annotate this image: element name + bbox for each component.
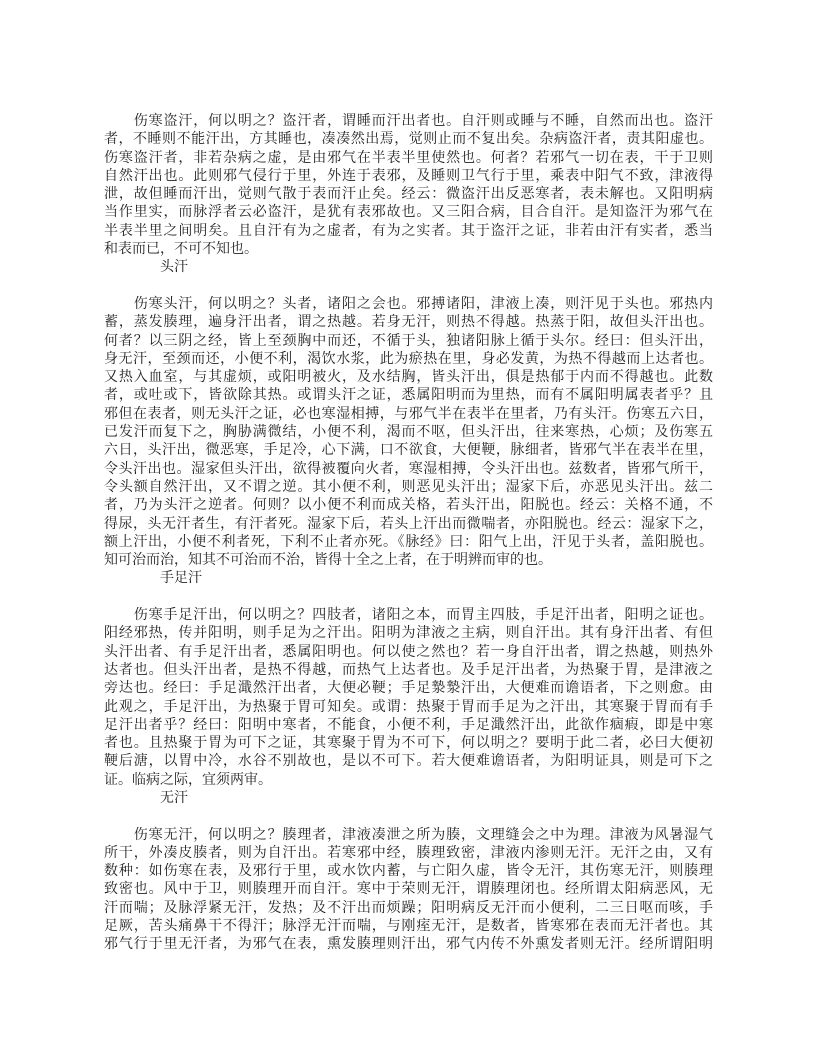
paragraph-first-line: 伤寒头汗，何以明之？头者，诸阳之会也。邪搏诸阳，津液上凑，则汗见于头也。邪热内 [104, 296, 713, 312]
text-line: 足厥，苦头痛鼻干不得汗；脉浮无汗而喘，与刚痓无汗，是数者，皆寒邪在表而无汗者也。其 [104, 919, 713, 935]
text-line: 得尿，头无汗者生，有汗者死。湿家下后，若头上汗出而微喘者，亦阳脱也。经云：湿家下之， [104, 516, 713, 532]
text-line: 鞕后溏，以胃中冷，水谷不别故也，是以不可下。若大便难谵语者，为阳明证具，则是可下之 [104, 754, 713, 770]
text-line: 当作里实，而脉浮者云必盗汗，是犹有表邪故也。又三阳合病，目合自汗。是知盗汗为邪气在 [104, 205, 713, 221]
section-head-sweating [104, 259, 713, 570]
text-line: 蓄，蒸发腠理，遍身汗出者，谓之热越。若身无汗，则热不得越。热蒸于阳，故但头汗出也。 [104, 315, 713, 331]
text-line: 者也。且热聚于胃为可下之证，其寒聚于胃为不可下，何以明之？要明于此二者，必曰大便初 [104, 736, 713, 752]
text-line: 达者也。但头汗出者，是热不得越，而热气上达者也。及手足汗出者，为热聚于胃，是津液之 [104, 662, 713, 678]
text-line: 又热入血室，与其虚烦，或阳明被火，及水结胸，皆头汗出，俱是热郁于内而不得越也。此数 [104, 370, 713, 386]
text-line: 令头汗出也。湿家但头汗出，欲得被覆向火者，寒湿相搏，令头汗出也。兹数者，皆邪气所干， [104, 461, 713, 477]
section-heading: 手足汗 [160, 571, 202, 587]
text-line: 汗而喘；及脉浮紧无汗，发热；及不汗出而烦躁；阳明病反无汗而小便利，二三日呕而咳，手 [104, 900, 713, 916]
section-hand-foot-sweating [104, 570, 713, 790]
paragraph-body [104, 131, 713, 241]
text-line: 者，乃为头汗之逆者。何则？以小便不利而成关格，若头汗出，阳脱也。经云：关格不通，不 [104, 498, 713, 514]
section-heading: 无汗 [160, 790, 188, 806]
text-line: 邪气行于里无汗者，为邪气在表，熏发腠理则汗出，邪气内传不外熏发者则无汗。经所谓阳明 [104, 937, 713, 953]
section-night-sweats [104, 113, 713, 259]
text-line: 泄，故但睡而汗出，觉则气散于表而汗止矣。经云：微盗汗出反恶寒者，表未解也。又阳明病 [104, 187, 713, 203]
text-line: 六日，头汗出，微恶寒，手足冷，心下满，口不欲食，大便鞕，脉细者，皆邪气半在表半在里， [104, 443, 713, 459]
text-line: 头汗出者、有手足汗出者，悉属阳明也。何以使之然也？若一身自汗出者，谓之热越，则热外 [104, 644, 713, 660]
text-line: 足汗出者乎？经曰：阳明中寒者，不能食，小便不利，手足濈然汗出，此欲作痼瘕，即是中寒 [104, 717, 713, 733]
text-line: 阳经邪热，传并阳明，则手足为之汗出。阳明为津液之主病，则自汗出。其有身汗出者、有但 [104, 626, 713, 642]
paragraph-first-line: 伤寒盗汗，何以明之？盗汗者，谓睡而汗出者也。自汗则或睡与不睡，自然而出也。盗汗 [104, 114, 713, 129]
text-line: 伤寒盗汗者，非若杂病之虚，是由邪气在半表半里使然也。何者？若邪气一切在表，干于卫则 [104, 150, 713, 166]
text-line: 身无汗，至颈而还，小便不利，渴饮水浆，此为瘀热在里，身必发黄，为热不得越而上达者也。 [104, 351, 713, 367]
paragraph-last-line: 证。临病之际，宜须两审。 [104, 772, 272, 788]
text-line: 邪但在表者，则无头汗之证，必也寒湿相搏，与邪气半在表半在里者，乃有头汗。伤寒五六日， [104, 406, 713, 422]
text-line: 已发汗而复下之，胸胁满微结，小便不利，渴而不呕，但头汗出，往来寒热，心烦；及伤寒五 [104, 425, 713, 441]
text-line: 半表半里之间明矣。且自汗有为之虚者，有为之实者。其于盗汗之证，非若由汗有实者，悉当 [104, 223, 713, 239]
text-line: 数种：如伤寒在表，及邪行于里，或水饮内蓄，与亡阳久虚，皆令无汗，其伤寒无汗，则腠理 [104, 864, 713, 880]
text-line: 自然汗出也。此则邪气侵行于里，外连于表邪，及睡则卫气行于里，乘表中阳气不致，津液得 [104, 168, 713, 184]
text-line: 者，不睡则不能汗出，方其睡也，凑凑然出焉，觉则止而不复出矣。杂病盗汗者，责其阳虚也。 [104, 132, 713, 148]
paragraph-last-line: 和表而已，不可不知也。 [104, 242, 258, 258]
text-line: 何者？以三阴之经，皆上至颈胸中而还，不循于头，独诸阳脉上循于头尔。经曰：但头汗出， [104, 333, 713, 349]
text-line: 致密也。风中于卫，则腠理开而自汗。寒中于荣则无汗，谓腠理闭也。经所谓太阳病恶风，无 [104, 882, 713, 898]
text-line: 此观之，手足汗出，为热聚于胃可知矣。或谓：热聚于胃而手足为之汗出，其寒聚于胃而有手 [104, 699, 713, 715]
text-line: 额上汗出，小便不利者死，下利不止者亦死。《脉经》曰：阳气上出，汗见于头者，盖阳脱也。 [104, 534, 713, 550]
paragraph-body [104, 845, 713, 955]
text-line: 者，或吐或下，皆欲除其热。或谓头汗之证，悉属阳明而为里热，而有不属阳明属表者乎？且 [104, 388, 713, 404]
paragraph-last-line: 知可治而治，知其不可治而不治，皆得十全之上者，在于明辨而审的也。 [104, 553, 552, 569]
text-line: 令头额自然汗出，又不谓之逆。其小便不利，则恶见头汗出；湿家下后，亦恶见头汗出。兹二 [104, 479, 713, 495]
paragraph-body [104, 625, 713, 771]
text-line: 所干，外凑皮腠者，则为自汗出。若寒邪中经，腠理致密，津液内渗则无汗。无汗之由，又有 [104, 845, 713, 861]
text-line: 旁达也。经曰：手足濈然汗出者，大便必鞕；手足漐漐汗出，大便难而谵语者，下之则愈。由 [104, 681, 713, 697]
paragraph-body [104, 314, 713, 552]
paragraph-first-line: 伤寒无汗，何以明之？腠理者，津液凑泄之所为腠，文理缝会之中为理。津液为风暑湿气 [104, 827, 713, 843]
paragraph-first-line: 伤寒手足汗出，何以明之？四肢者，诸阳之本，而胃主四肢，手足汗出者，阳明之证也。 [104, 608, 713, 624]
section-heading: 头汗 [160, 260, 188, 276]
section-no-sweating [104, 790, 713, 955]
